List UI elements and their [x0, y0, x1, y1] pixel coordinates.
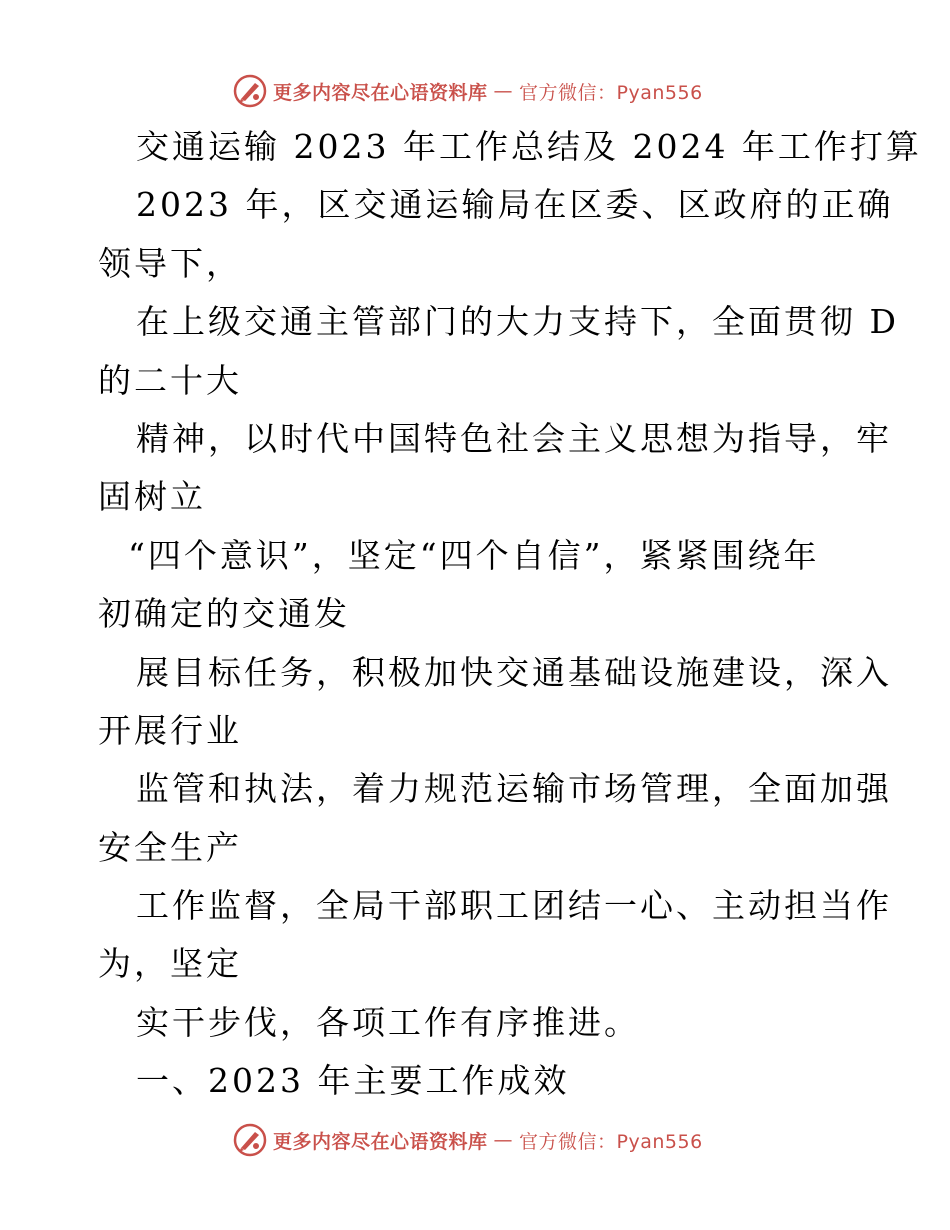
footer-watermark — [233, 1120, 793, 1160]
doc-line-4: 在上级交通主管部门的大力支持下，全面贯彻 D — [136, 302, 899, 342]
doc-line-10: 展目标任务，积极加快交通基础设施建设，深入 — [136, 652, 892, 692]
doc-line-8: “四个意识”，坚定“四个自信”，紧紧围绕年 — [128, 535, 820, 575]
doc-line-13: 安全生产 — [98, 827, 242, 867]
watermark-main-text: 更多内容尽在心语资料库 — [273, 81, 488, 104]
pen-logo-icon — [233, 1123, 267, 1157]
doc-line-3: 领导下， — [98, 243, 242, 283]
watermark-sub-text: 官方微信：Pyan556 — [519, 81, 703, 104]
doc-line-15: 为，坚定 — [98, 944, 242, 984]
doc-line-11: 开展行业 — [98, 710, 242, 750]
doc-line-6: 精神，以时代中国特色社会主义思想为指导，牢 — [136, 418, 892, 458]
doc-line-17: 一、2023 年主要工作成效 — [136, 1061, 570, 1101]
watermark-sub-text: 官方微信：Pyan556 — [519, 1130, 703, 1153]
doc-line-9: 初确定的交通发 — [98, 594, 350, 634]
doc-line-5: 的二十大 — [98, 360, 242, 400]
pen-logo-icon — [233, 74, 267, 108]
document-body — [98, 118, 922, 1111]
watermark-main-text: 更多内容尽在心语资料库 — [273, 1130, 488, 1153]
header-watermark — [233, 71, 793, 111]
doc-line-1: 交通运输 2023 年工作总结及 2024 年工作打算 — [136, 127, 922, 166]
doc-line-16: 实干步伐，各项工作有序推进。 — [136, 1002, 640, 1042]
doc-line-12: 监管和执法，着力规范运输市场管理，全面加强 — [136, 769, 892, 809]
doc-line-7: 固树立 — [98, 477, 206, 517]
doc-line-2: 2023 年，区交通运输局在区委、区政府的正确 — [136, 185, 894, 225]
doc-line-14: 工作监督，全局干部职工团结一心、主动担当作 — [136, 886, 892, 926]
watermark-dash: — — [493, 80, 514, 102]
watermark-dash: — — [493, 1129, 514, 1151]
